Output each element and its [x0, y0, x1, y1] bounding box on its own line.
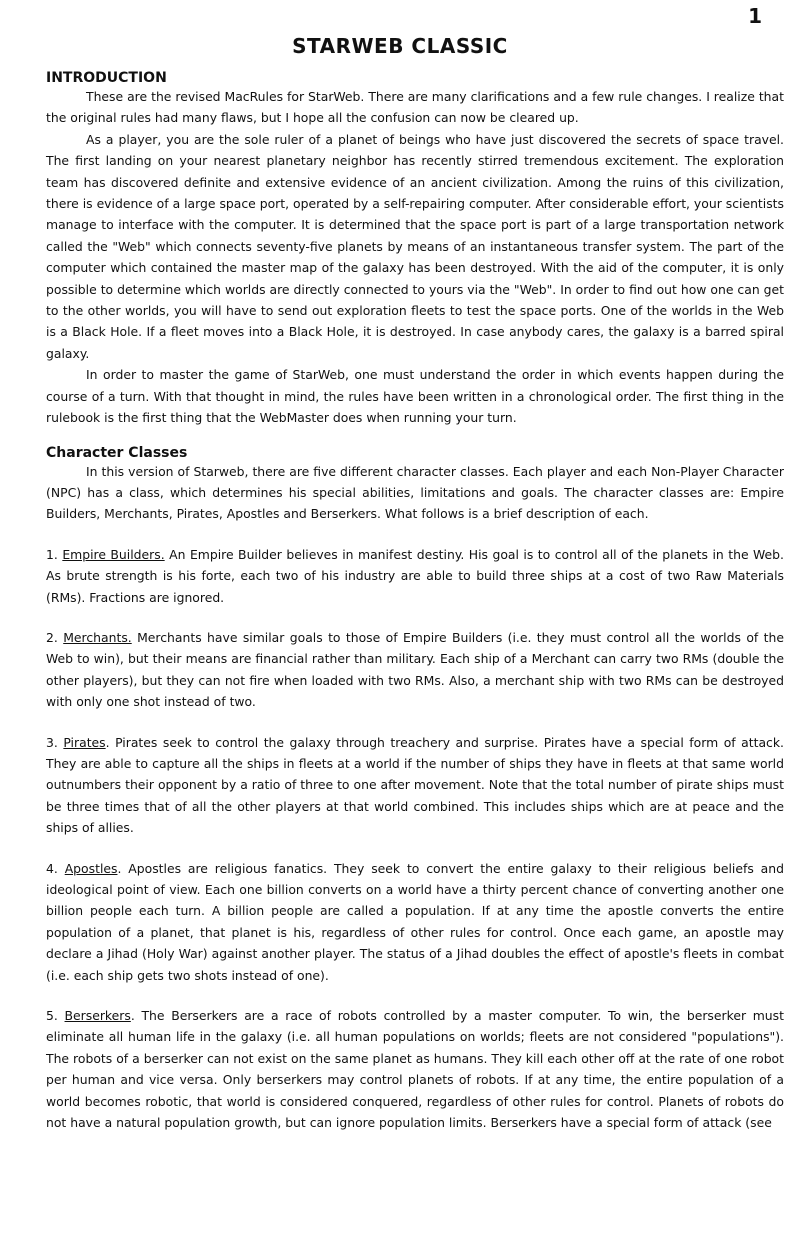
class-name: Pirates	[63, 734, 106, 750]
class-number: 5.	[46, 1008, 58, 1024]
class-number: 1.	[46, 546, 58, 562]
document-title: STARWEB CLASSIC	[292, 34, 508, 58]
intro-paragraph-1: These are the revised MacRules for StarWeb. There are many clarifications and a few rule changes. I realize that the original rules had many flaws, but I hope all the confusion can now be cleared up.	[46, 89, 784, 126]
class-number: 3.	[46, 734, 58, 750]
class-name: Apostles	[64, 860, 118, 876]
character-classes-intro: In this version of Starweb, there are five different character classes. Each player and each Non-Player Character (NPC) has a class, which determines his special abilities, limitations and goals. The character classes are: Empire Builders, Merchants, Pirates, Apostles and Berserkers. What follows is a brief description of each.	[46, 463, 784, 522]
class-description: . Apostles are religious fanatics. They seek to convert the entire galaxy to their religious beliefs and ideological point of view. Each one billion converts on a world have a thirty percent chance of converting another one billion people each turn. A billion people are called a population. If at any time the apostle converts the entire population of a planet, that planet is his, regardless of other rules for control. Once each game, an apostle may declare a Jihad (Holy War) against another player. The status of a Jihad doubles the effect of apostle's fleets in combat (i.e. each ship gets two shots instead of one).	[46, 860, 784, 983]
introduction-heading: INTRODUCTION	[46, 70, 167, 86]
class-description: An Empire Builder believes in manifest destiny. His goal is to control all of the planets in the Web. As brute strength is his forte, each two of his industry are able to build three ships at a cost of two Raw Materials (RMs). Fractions are ignored.	[46, 546, 784, 605]
class-apostles	[46, 858, 784, 986]
class-description: . The Berserkers are a race of robots controlled by a master computer. To win, the berserker must eliminate all human life in the galaxy (i.e. all human populations on worlds; fleets are not considered "populations"). The robots of a berserker can not exist on the same planet as humans. They kill each other off at the rate of one robot per human and vice versa. Only berserkers may control planets of robots. If at any time, the entire population of a world becomes robotic, that world is considered conquered, regardless of other rules for control. Planets of robots do not have a natural population growth, but can ignore population limits. Berserkers have a special form of attack (see	[46, 1008, 784, 1131]
class-name: Merchants.	[63, 629, 132, 645]
class-berserkers	[46, 1005, 784, 1133]
class-description: . Pirates seek to control the galaxy through treachery and surprise. Pirates have a special form of attack. They are able to capture all the ships in fleets at a world if the number of ships they have in fleets at that same world outnumbers their opponent by a ratio of three to one after movement. Note that the total number of pirate ships must be three times that of all the other players at that world combined. This includes ships which are at peace and the ships of allies.	[46, 734, 784, 836]
class-description: Merchants have similar goals to those of Empire Builders (i.e. they must control all the worlds of the Web to win), but their means are financial rather than military. Each ship of a Merchant can carry two RMs (double the other players), but they can not fire when loaded with two RMs. Also, a merchant ship with two RMs can be destroyed with only one shot instead of two.	[46, 629, 784, 710]
character-classes-heading: Character Classes	[46, 444, 188, 461]
intro-paragraph-3: In order to master the game of StarWeb, one must understand the order in which events happen during the course of a turn. With that thought in mind, the rules have been written in a chronological order. The first thing in the rulebook is the first thing that the WebMaster does when running your turn.	[46, 367, 784, 426]
page-number: 1	[748, 4, 762, 28]
class-name: Empire Builders.	[62, 546, 165, 562]
class-pirates	[46, 732, 784, 839]
class-number: 4.	[46, 860, 58, 876]
class-empire-builders	[46, 544, 784, 608]
class-merchants	[46, 627, 784, 713]
class-number: 2.	[46, 629, 58, 645]
intro-paragraph-2: As a player, you are the sole ruler of a planet of beings who have just discovered the secrets of space travel. The first landing on your nearest planetary neighbor has recently stirred tremendous excitement. The exploration team has discovered definite and extensive evidence of an ancient civilization. Among the ruins of this civilization, there is evidence of a large space port, operated by a self-repairing computer. After considerable effort, your scientists manage to interface with the computer. It is determined that the space port is part of a large transportation network called the "Web" which connects seventy-five planets by means of an instantaneous transfer system. The part of the computer which contained the master map of the galaxy has been destroyed. With the aid of the computer, it is only possible to determine which worlds are directly connected to yours via the "Web". In order to find out how one can get to the other worlds, you will have to send out exploration fleets to test the space ports. One of the worlds in the Web is a Black Hole. If a fleet moves into a Black Hole, it is destroyed. In case anybody cares, the galaxy is a barred spiral galaxy.	[46, 131, 784, 361]
class-name: Berserkers	[64, 1008, 131, 1024]
